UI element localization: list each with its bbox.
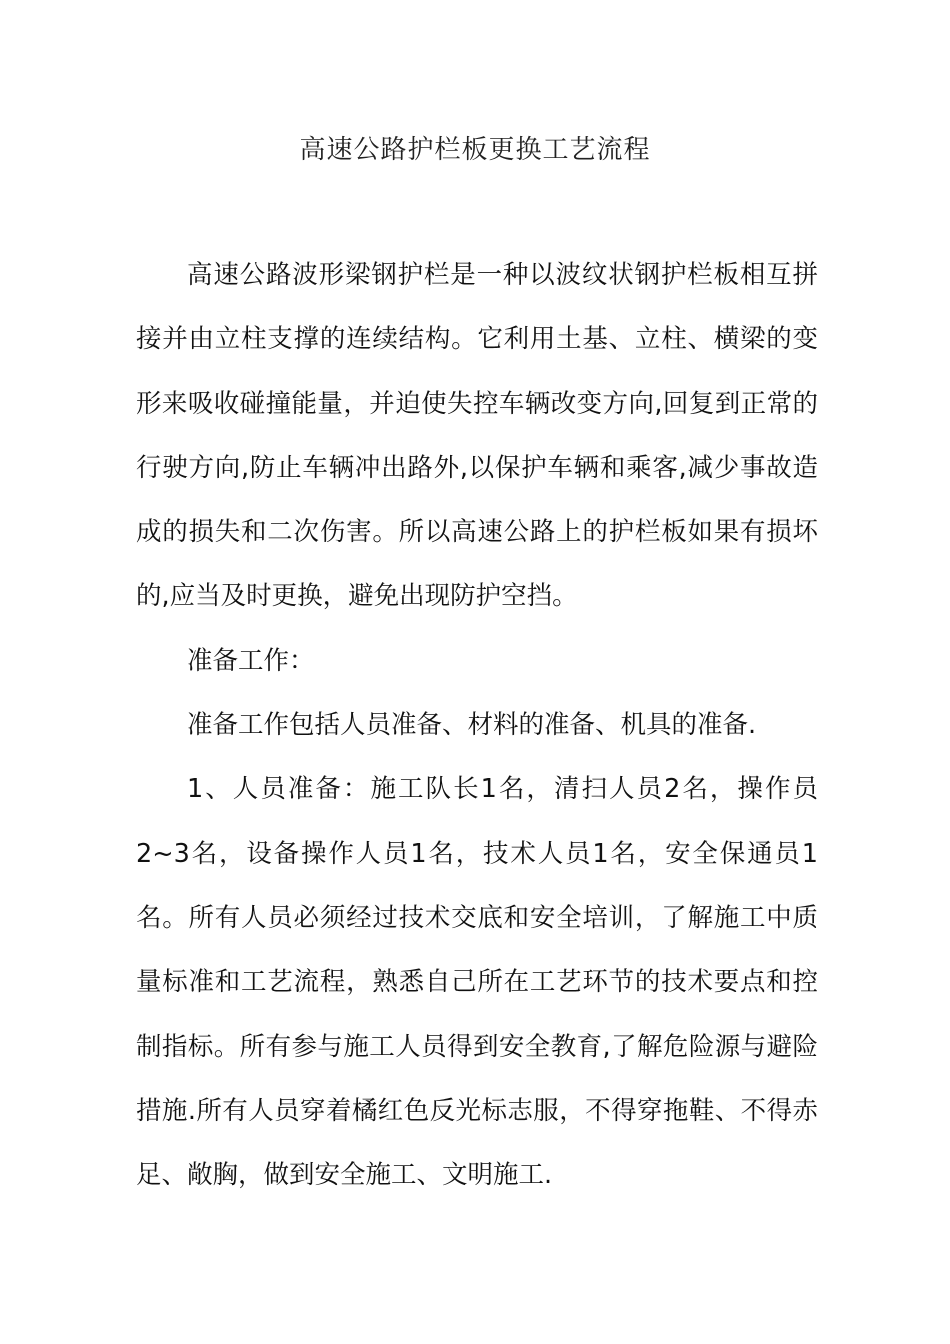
paragraph-preparation-heading: 准备工作： <box>187 645 315 676</box>
paragraph-intro: 高速公路波形梁钢护栏是一种以波纹状钢护栏板相互拼接并由立柱支撑的连续结构。它利用土基、立柱、横梁的变形来吸收碰撞能量，并迫使失控车辆改变方向,回复到正常的行驶方向,防止车辆冲出路外,以保护车辆和乘客,减少事故造成的损失和二次伤害。所以高速公路上的护栏板如果有损坏的,应当及时更换，避免出现防护空挡。 <box>136 260 818 612</box>
document-body <box>136 243 818 1207</box>
document-title: 高速公路护栏板更换工艺流程 <box>299 135 651 165</box>
paragraph-personnel-preparation: 1、人员准备：施工队长1名，清扫人员2名，操作员2~3名，设备操作人员1名，技术人员1名，安全保通员1名。所有人员必须经过技术交底和安全培训，了解施工中质量标准和工艺流程，熟悉自己所在工艺环节的技术要点和控制指标。所有参与施工人员得到安全教育,了解危险源与避险措施.所有人员穿着橘红色反光标志服，不得穿拖鞋、不得赤足、敞胸，做到安全施工、文明施工. <box>136 774 818 1191</box>
paragraph-preparation-summary: 准备工作包括人员准备、材料的准备、机具的准备. <box>187 710 757 741</box>
